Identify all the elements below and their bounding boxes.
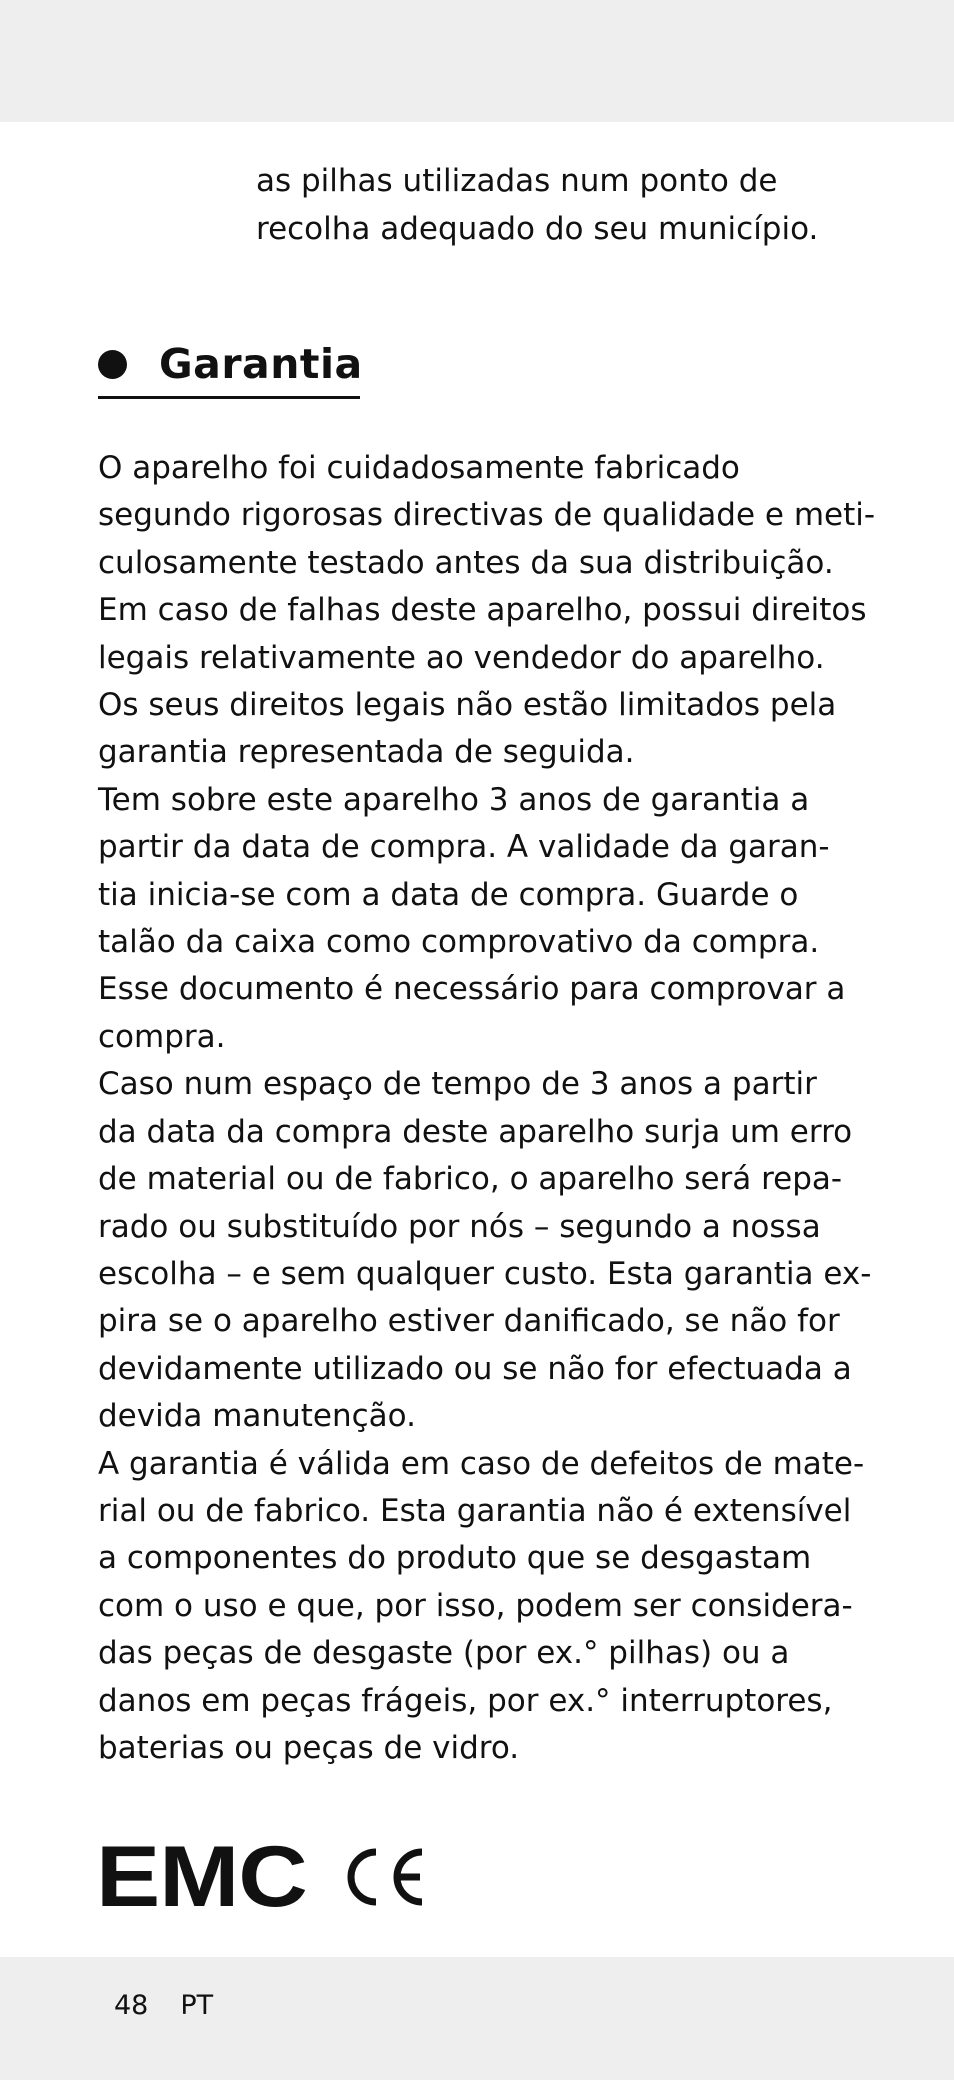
certification-marks <box>96 1829 428 1925</box>
emc-mark: EMC <box>96 1829 307 1925</box>
page-number: 48 <box>114 1990 149 2021</box>
section-heading <box>98 340 363 388</box>
heading-underline <box>98 396 360 399</box>
language-code: PT <box>180 1990 214 2021</box>
bullet-icon <box>98 350 127 379</box>
top-margin-band <box>0 0 954 122</box>
warranty-body-text: O aparelho foi cuidadosamente fabricado segundo rigorosas directivas de qualidade e meti- culosamente testado antes da sua distribuição. Em caso de falhas deste aparelho, possui direitos legais relativamente ao vendedor do aparelho. Os seus direitos legais não estão limitados pela garantia representada de seguida. Tem sobre este aparelho 3 anos de garantia a partir da data de compra. A validade da garan- tia inicia-se com a data de compra. Guarde o talão da caixa como comprovativo da compra. Esse documento é necessário para comprovar a compra. Caso num espaço de tempo de 3 anos a partir da data da compra deste aparelho surja um erro de material ou de fabrico, o aparelho será repa- rado ou substituído por nós – segundo a nossa escolha – e sem qualquer custo. Esta garantia ex- pira se o aparelho estiver danificado, se não for devidamente utilizado ou se não for efectuada a devida manutenção. A garantia é válida em caso de defeitos de mate- rial ou de fabrico. Esta garantia não é extensível a componentes do produto que se desgastam com o uso e que, por isso, podem ser considera- das peças de desgaste (por ex.° pilhas) ou a danos em peças frágeis, por ex.° interruptores, baterias ou peças de vidro. <box>98 450 876 1766</box>
page-footer <box>114 1990 213 2021</box>
continuation-paragraph: as pilhas utilizadas num ponto de recolha adequado do seu município. <box>256 163 819 247</box>
section-title: Garantia <box>159 340 363 388</box>
ce-mark-icon <box>342 1846 428 1908</box>
